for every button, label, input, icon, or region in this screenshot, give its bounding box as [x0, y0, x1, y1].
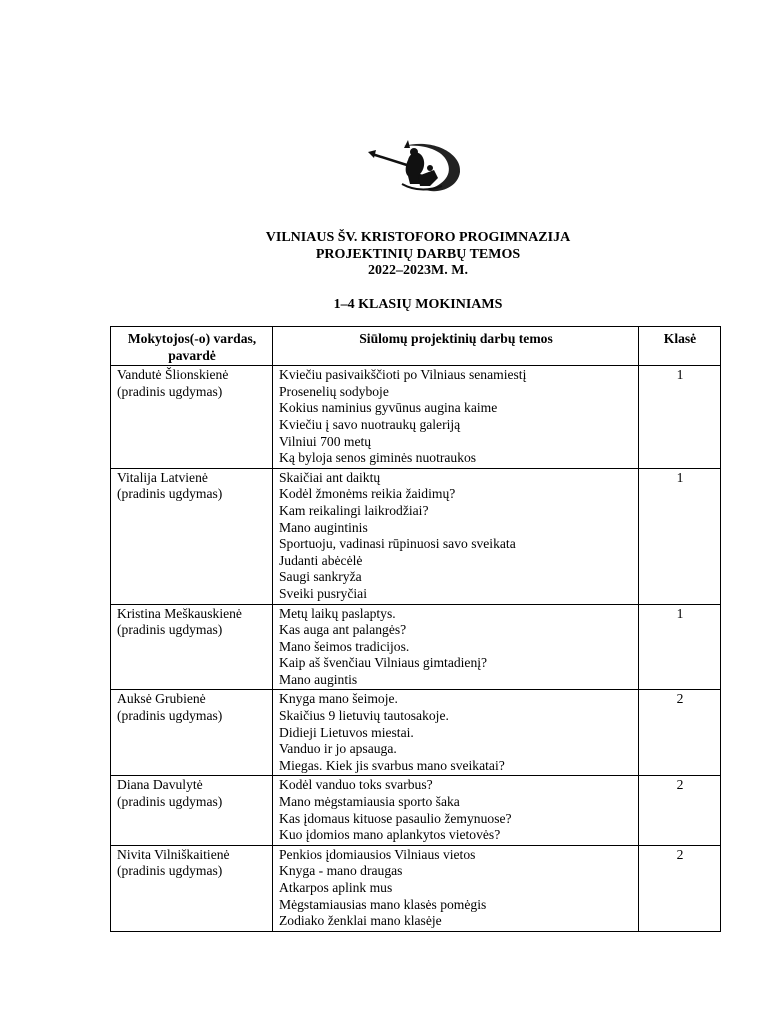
topic-item: Kam reikalingi laikrodžiai? [279, 502, 429, 518]
document-subtitle: PROJEKTINIŲ DARBŲ TEMOS [315, 246, 521, 262]
teacher-header-line2: pavardė [168, 347, 216, 363]
grade-cell: 1 [639, 604, 721, 690]
teacher-note: (pradinis ugdymas) [117, 794, 223, 810]
table-body [111, 366, 721, 932]
teacher-note: (pradinis ugdymas) [117, 383, 223, 399]
topic-item: Zodiako ženklai mano klasėje [279, 913, 442, 929]
topic-item: Kuo įdomios mano aplankytos vietovės? [279, 827, 501, 843]
topic-item: Kaip aš švenčiau Vilniaus gimtadienį? [279, 655, 488, 671]
school-emblem-logo [364, 136, 468, 196]
topic-item: Mano augintis [279, 671, 358, 687]
grade-column-header: Klasė [639, 327, 721, 366]
topic-item: Prosenelių sodyboje [279, 383, 389, 399]
topics-column-header: Siūlomų projektinių darbų temos [273, 327, 639, 366]
topic-item: Skaičius 9 lietuvių tautosakoje. [279, 708, 449, 724]
school-year: 2022–2023M. M. [368, 263, 468, 278]
topics-cell [273, 845, 639, 931]
teacher-note: (pradinis ugdymas) [117, 486, 223, 502]
topic-item: Mano šeimos tradicijos. [279, 638, 410, 654]
topic-item: Kviečiu į savo nuotraukų galeriją [279, 416, 461, 432]
topic-item: Kas įdomaus kituose pasaulio žemynuose? [279, 810, 512, 826]
topic-item: Kodėl žmonėms reikia žaidimų? [279, 486, 456, 502]
topic-item: Kodėl vanduo toks svarbus? [279, 777, 433, 793]
teacher-note: (pradinis ugdymas) [117, 708, 223, 724]
topic-item: Mano mėgstamiausia sporto šaka [279, 794, 460, 810]
topic-item: Vilniui 700 metų [279, 433, 372, 449]
topic-item: Ką byloja senos giminės nuotraukos [279, 450, 477, 466]
teacher-cell [111, 366, 273, 469]
topic-item: Kviečiu pasivaikščioti po Vilniaus senamiestį [279, 367, 527, 383]
teacher-name: Vandutė Šlionskienė [117, 367, 229, 383]
teacher-cell [111, 468, 273, 604]
topic-item: Miegas. Kiek jis svarbus mano sveikatai? [279, 757, 505, 773]
teacher-name: Auksė Grubienė [117, 691, 206, 707]
topic-item: Knyga - mano draugas [279, 863, 403, 879]
topic-item: Vanduo ir jo apsauga. [279, 741, 397, 757]
teacher-cell [111, 690, 273, 776]
teacher-cell [111, 604, 273, 690]
table-row [111, 690, 721, 776]
topic-item: Knyga mano šeimoje. [279, 691, 398, 707]
document-title-block [0, 230, 768, 280]
topic-item: Kokius naminius gyvūnus augina kaime [279, 400, 498, 416]
table-header-row [111, 327, 721, 366]
topic-item: Penkios įdomiausios Vilniaus vietos [279, 846, 476, 862]
teacher-note: (pradinis ugdymas) [117, 863, 223, 879]
topic-item: Mėgstamiausias mano klasės pomėgis [279, 896, 487, 912]
teacher-header-line1: Mokytojos(-o) vardas, [127, 331, 257, 346]
topics-table [110, 326, 721, 932]
topic-item: Sportuoju, vadinasi rūpinuosi savo sveikata [279, 536, 516, 552]
teacher-note: (pradinis ugdymas) [117, 622, 223, 638]
table-row [111, 604, 721, 690]
teacher-name: Vitalija Latvienė [117, 469, 208, 485]
grade-cell: 2 [639, 776, 721, 845]
topic-item: Saugi sankryža [279, 569, 362, 585]
grade-cell: 1 [639, 468, 721, 604]
topic-item: Metų laikų paslaptys. [279, 605, 396, 621]
grade-cell: 2 [639, 845, 721, 931]
table-row [111, 845, 721, 931]
table-row [111, 468, 721, 604]
teacher-name: Nivita Vilniškaitienė [117, 846, 230, 862]
grade-cell: 1 [639, 366, 721, 469]
table-row [111, 776, 721, 845]
topic-item: Sveiki pusryčiai [279, 585, 367, 601]
school-name: VILNIAUS ŠV. KRISTOFORO PROGIMNAZIJA [265, 230, 571, 245]
topic-item: Skaičiai ant daiktų [279, 469, 381, 485]
teacher-column-header [111, 327, 273, 366]
grade-cell: 2 [639, 690, 721, 776]
teacher-name: Kristina Meškauskienė [117, 605, 242, 621]
audience-heading [0, 297, 768, 314]
topic-item: Atkarpos aplink mus [279, 880, 393, 895]
topics-cell [273, 690, 639, 776]
topic-item: Didieji Lietuvos miestai. [279, 724, 414, 740]
topics-cell [273, 776, 639, 845]
topics-cell [273, 468, 639, 604]
topic-item: Mano augintinis [279, 519, 368, 535]
teacher-cell [111, 776, 273, 845]
topic-item: Judanti abėcėlė [279, 552, 363, 568]
topic-item: Kas auga ant palangės? [279, 622, 407, 638]
audience-label: 1–4 KLASIŲ MOKINIAMS [333, 297, 503, 312]
table-row [111, 366, 721, 469]
teacher-cell [111, 845, 273, 931]
topics-cell [273, 366, 639, 469]
teacher-name: Diana Davulytė [117, 777, 203, 793]
topics-cell [273, 604, 639, 690]
